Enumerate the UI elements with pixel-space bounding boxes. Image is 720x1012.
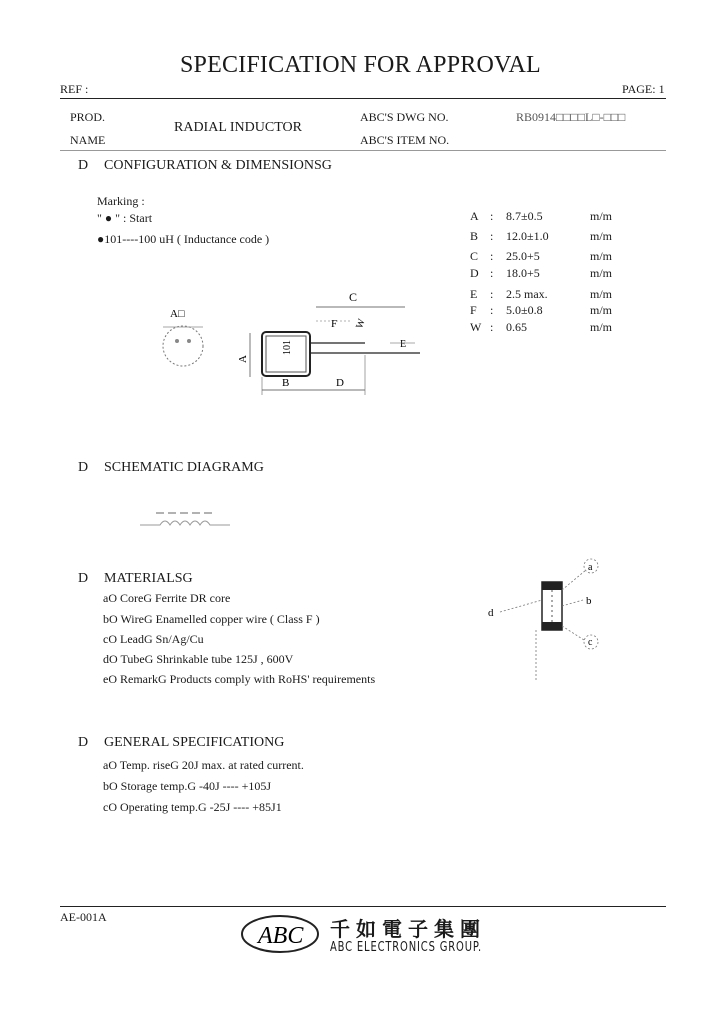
label-b: B [282,377,290,389]
dim-colon: : [490,209,494,223]
schematic-heading [78,460,264,476]
page-number: PAGE: 1 [622,82,665,96]
footer-divider [60,906,666,907]
page-title: SPECIFICATION FOR APPROVAL [180,52,541,78]
core-top-flange [542,582,562,590]
core-bottom-flange [542,622,562,630]
material-item-tube: dO TubeG Shrinkable tube 125J , 600V [103,652,294,666]
dim-key: C [470,249,479,263]
callout-line-d [500,600,542,612]
callout-d: d [488,607,494,619]
dwg-label: ABC'S DWG NO. [360,110,449,124]
dim-colon: : [490,229,494,243]
dim-unit: m/m [590,266,613,280]
dim-key: E [470,287,478,301]
dim-key: A [470,209,479,223]
logo-text: ABC [258,923,304,949]
dim-value: 18.0+5 [506,266,540,280]
callout-line-b [562,600,583,606]
prod-label: PROD. [70,110,106,124]
dim-unit: m/m [590,287,613,301]
schematic-heading-text: SCHEMATIC DIAGRAMG [104,460,264,475]
product-name: RADIAL INDUCTOR [174,120,302,135]
section-bullet: D [78,158,89,173]
dim-value: 0.65 [506,320,527,334]
label-c: C [349,290,358,304]
marking-title: Marking : [97,194,145,208]
dim-unit: m/m [590,209,613,223]
body-marking: 101 [282,340,293,355]
marking-start: " ● " : Start [97,211,153,225]
materials-drawing [480,550,620,690]
callout-line-a [562,570,586,590]
material-item-remark: eO RemarkG Products comply with RoHS' requirements [103,672,376,686]
materials-heading-text: MATERIALSG [104,571,193,586]
dim-value: 12.0±1.0 [506,229,549,243]
material-item-core: aO CoreG Ferrite DR core [103,591,231,605]
label-a-side: A [237,355,249,363]
config-heading [78,158,332,174]
callout-a: a [588,562,593,573]
form-code: AE-001A [60,910,107,924]
label-a-top: A□ [170,308,185,320]
dim-key: W [470,320,482,334]
label-e: E [400,339,407,350]
ref-label: REF : [60,82,89,96]
material-item-wire: bO WireG Enamelled copper wire ( Class F ) [103,612,320,626]
dim-value: 25.0+5 [506,249,540,263]
company-name-en: ABC ELECTRONICS GROUP. [330,940,482,955]
dim-key: B [470,229,479,243]
config-heading-text: CONFIGURATION & DIMENSIONSG [104,158,332,173]
label-d: D [336,377,344,389]
coil-symbol [140,521,230,525]
materials-heading [78,571,193,587]
lead-dot [187,339,191,343]
schematic-diagram [130,505,250,535]
dim-value: 2.5 max. [506,287,548,301]
section-bullet: D [78,460,89,475]
item-label: ABC'S ITEM NO. [360,133,450,147]
callout-b: b [586,595,592,607]
dim-unit: m/m [590,320,613,334]
dim-value: 8.7±0.5 [506,209,543,223]
info-divider [60,150,666,151]
lead-dot [175,339,179,343]
dim-unit: m/m [590,303,613,317]
callout-c: c [588,637,593,648]
dim-unit: m/m [590,249,613,263]
dimension-drawing [150,285,430,405]
dim-key: F [470,303,477,317]
top-view-circle [163,326,203,366]
dim-colon: : [490,287,494,301]
dim-value: 5.0±0.8 [506,303,543,317]
general-heading [78,735,284,751]
dim-unit: m/m [590,229,613,243]
name-label: NAME [70,133,106,147]
spec-item-temp-rise: aO Temp. riseG 20J max. at rated current. [103,758,304,772]
dim-key: D [470,266,479,280]
company-name-cjk: 千如電子集團 [330,917,486,941]
material-item-lead: cO LeadG Sn/Ag/Cu [103,632,204,646]
dim-colon: : [490,320,494,334]
callout-line-c [562,626,584,640]
spec-item-storage-temp: bO Storage temp.G -40J ---- +105J [103,779,272,793]
dim-colon: : [490,249,494,263]
dim-colon: : [490,303,494,317]
general-heading-text: GENERAL SPECIFICATIONG [104,735,285,750]
dim-colon: : [490,266,494,280]
dwg-value: RB0914□□□□L□-□□□ [516,110,626,124]
section-bullet: D [78,571,89,586]
label-w: W [354,317,368,331]
section-bullet: D [78,735,89,750]
label-f: F [331,318,338,330]
abc-logo [238,912,322,956]
spec-item-operating-temp: cO Operating temp.G -25J ---- +85J1 [103,800,282,814]
marking-code: ●101----100 uH ( Inductance code ) [97,232,270,246]
header-divider [60,98,666,99]
